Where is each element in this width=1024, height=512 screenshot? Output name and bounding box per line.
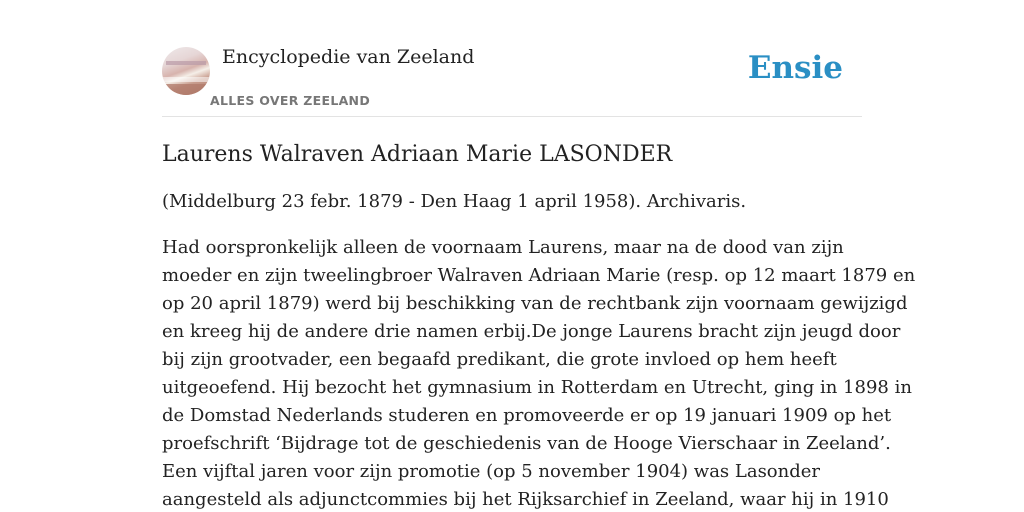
article-lead: (Middelburg 23 febr. 1879 - Den Haag 1 april 1958). Archivaris. xyxy=(162,191,747,212)
site-subtitle: ALLES OVER ZEELAND xyxy=(210,93,370,108)
avatar-detail xyxy=(166,61,206,65)
body-line: Een vijftal jaren voor zijn promotie (op 5 november 1904) was Lasonder xyxy=(162,461,821,482)
site-title-link[interactable]: Encyclopedie van Zeeland xyxy=(222,46,475,68)
avatar-detail xyxy=(162,77,210,82)
body-line: de Domstad Nederlands studeren en promoveerde er op 19 januari 1909 op het xyxy=(162,405,892,426)
body-line: uitgeoefend. Hij bezocht het gymnasium in Rotterdam en Utrecht, ging in 1898 in xyxy=(162,377,912,398)
brand-logo-link[interactable]: Ensie xyxy=(747,50,843,86)
body-line: op 20 april 1879) werd bij beschikking van de rechtbank zijn voornaam gewijzigd xyxy=(162,293,908,314)
body-line: Had oorspronkelijk alleen de voornaam Laurens, maar na de dood van zijn xyxy=(162,237,844,258)
body-line: bij zijn grootvader, een begaafd predikant, die grote invloed op hem heeft xyxy=(162,349,837,370)
article-body xyxy=(162,234,916,512)
site-avatar[interactable] xyxy=(162,47,210,95)
site-header xyxy=(162,40,862,117)
body-line: moeder en zijn tweelingbroer Walraven Adriaan Marie (resp. op 12 maart 1879 en xyxy=(162,265,916,286)
body-line: aangesteld als adjunctcommies bij het Rijksarchief in Zeeland, waar hij in 1910 xyxy=(162,489,889,510)
article-title: Laurens Walraven Adriaan Marie LASONDER xyxy=(162,142,673,167)
body-line: en kreeg hij de andere drie namen erbij.De jonge Laurens bracht zijn jeugd door xyxy=(162,321,901,342)
article xyxy=(162,136,916,512)
body-line: proefschrift ‘Bijdrage tot de geschiedenis van de Hooge Vierschaar in Zeeland’. xyxy=(162,433,891,454)
avatar-detail xyxy=(162,84,210,95)
